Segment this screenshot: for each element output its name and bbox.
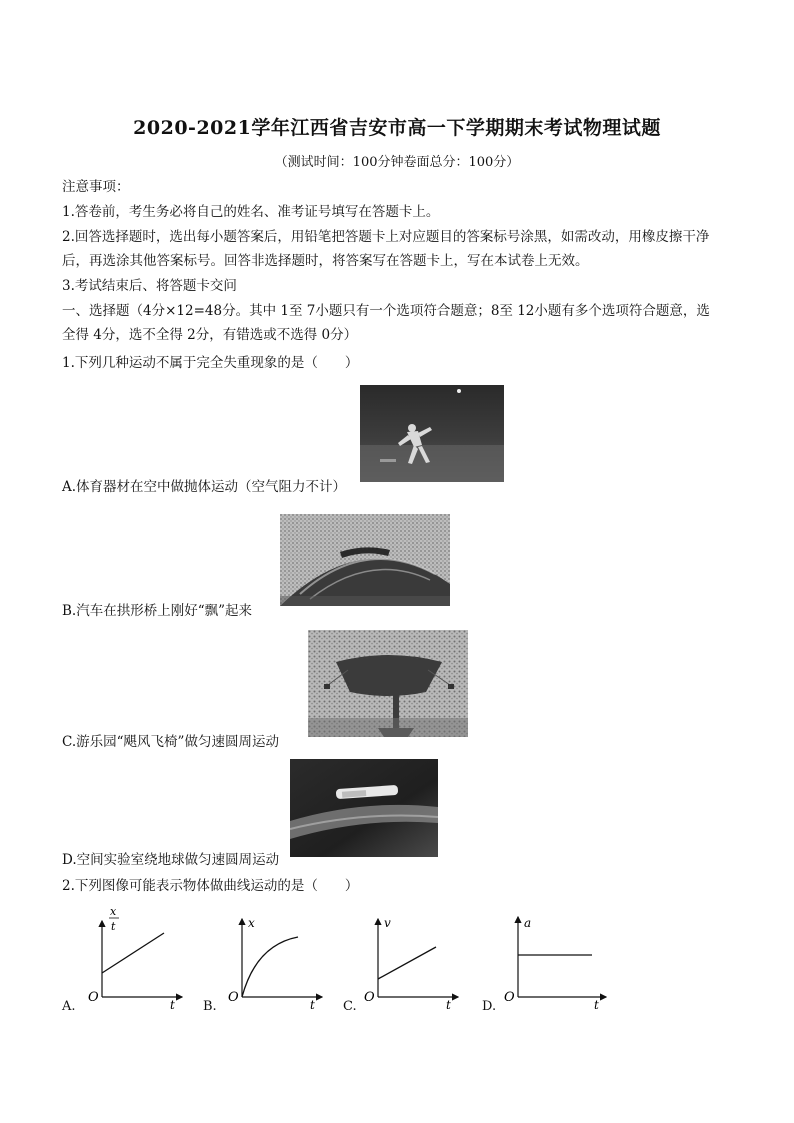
graph-a-y-denominator: t: [111, 920, 116, 933]
graph-d-y-axis-label: a: [524, 916, 532, 930]
photo-option-a: [360, 385, 504, 482]
graph-d-origin: O: [504, 990, 515, 1005]
question-1-option-c: C.游乐园“飓风飞椅”做匀速圆周运动: [62, 734, 279, 750]
graph-c-origin: O: [364, 990, 375, 1005]
graph-b-label: B.: [203, 999, 217, 1014]
graph-b-y-axis-label: x: [248, 916, 255, 930]
photo-option-c: [308, 630, 468, 737]
graph-a-y-numerator: x: [110, 905, 117, 918]
section-1-line-2: 全得 4分，选不全得 2分，有错选或不选得 0分）: [62, 327, 358, 343]
notice-heading: 注意事项：: [62, 179, 130, 195]
question-2-stem: 2.下列图像可能表示物体做曲线运动的是（ ）: [62, 878, 359, 894]
graph-d-label: D.: [482, 999, 497, 1014]
graph-d-x-axis-label: t: [594, 998, 599, 1012]
graph-b: [226, 905, 328, 1013]
graph-c: [362, 905, 464, 1013]
notice-item-2-line-1: 2.回答选择题时，选出每小题答案后，用铅笔把答题卡上对应题目的答案标号涂黑，如需改动，用橡皮擦干净: [62, 229, 710, 245]
graph-b-origin: O: [228, 990, 239, 1005]
photo-option-b: [280, 514, 450, 606]
section-1-line-1: 一、选择题（4分×12=48分。其中 1至 7小题只有一个选项符合题意；8至 12小题有多个选项符合题意，选: [62, 303, 710, 319]
notice-item-1: 1.答卷前，考生务必将自己的姓名、准考证号填写在答题卡上。: [62, 204, 440, 220]
question-1-option-a: A.体育器材在空中做抛体运动（空气阻力不计）: [62, 479, 347, 495]
question-1-option-d: D.空间实验室绕地球做匀速圆周运动: [62, 852, 280, 868]
question-1-stem: 1.下列几种运动不属于完全失重现象的是（ ）: [62, 355, 359, 371]
graph-a: [86, 905, 188, 1013]
graph-c-label: C.: [343, 999, 357, 1014]
graph-a-x-axis-label: t: [170, 998, 175, 1012]
graph-c-y-axis-label: v: [384, 916, 391, 930]
photo-option-d: [290, 759, 438, 857]
page-subtitle: （测试时间：100分钟卷面总分：100分）: [274, 155, 520, 170]
page-title: 2020-2021学年江西省吉安市高一下学期期末考试物理试题: [133, 117, 661, 139]
graph-b-x-axis-label: t: [310, 998, 315, 1012]
notice-item-3: 3.考试结束后、将答题卡交问: [62, 278, 237, 294]
notice-item-2-line-2: 后，再选涂其他答案标号。回答非选择题时，将答案写在答题卡上，写在本试卷上无效。: [62, 253, 589, 269]
graph-a-label: A.: [62, 999, 76, 1014]
graph-a-origin: O: [88, 990, 99, 1005]
question-1-option-b: B.汽车在拱形桥上刚好“飘”起来: [62, 603, 253, 619]
graph-d: [502, 905, 612, 1013]
graph-c-x-axis-label: t: [446, 998, 451, 1012]
